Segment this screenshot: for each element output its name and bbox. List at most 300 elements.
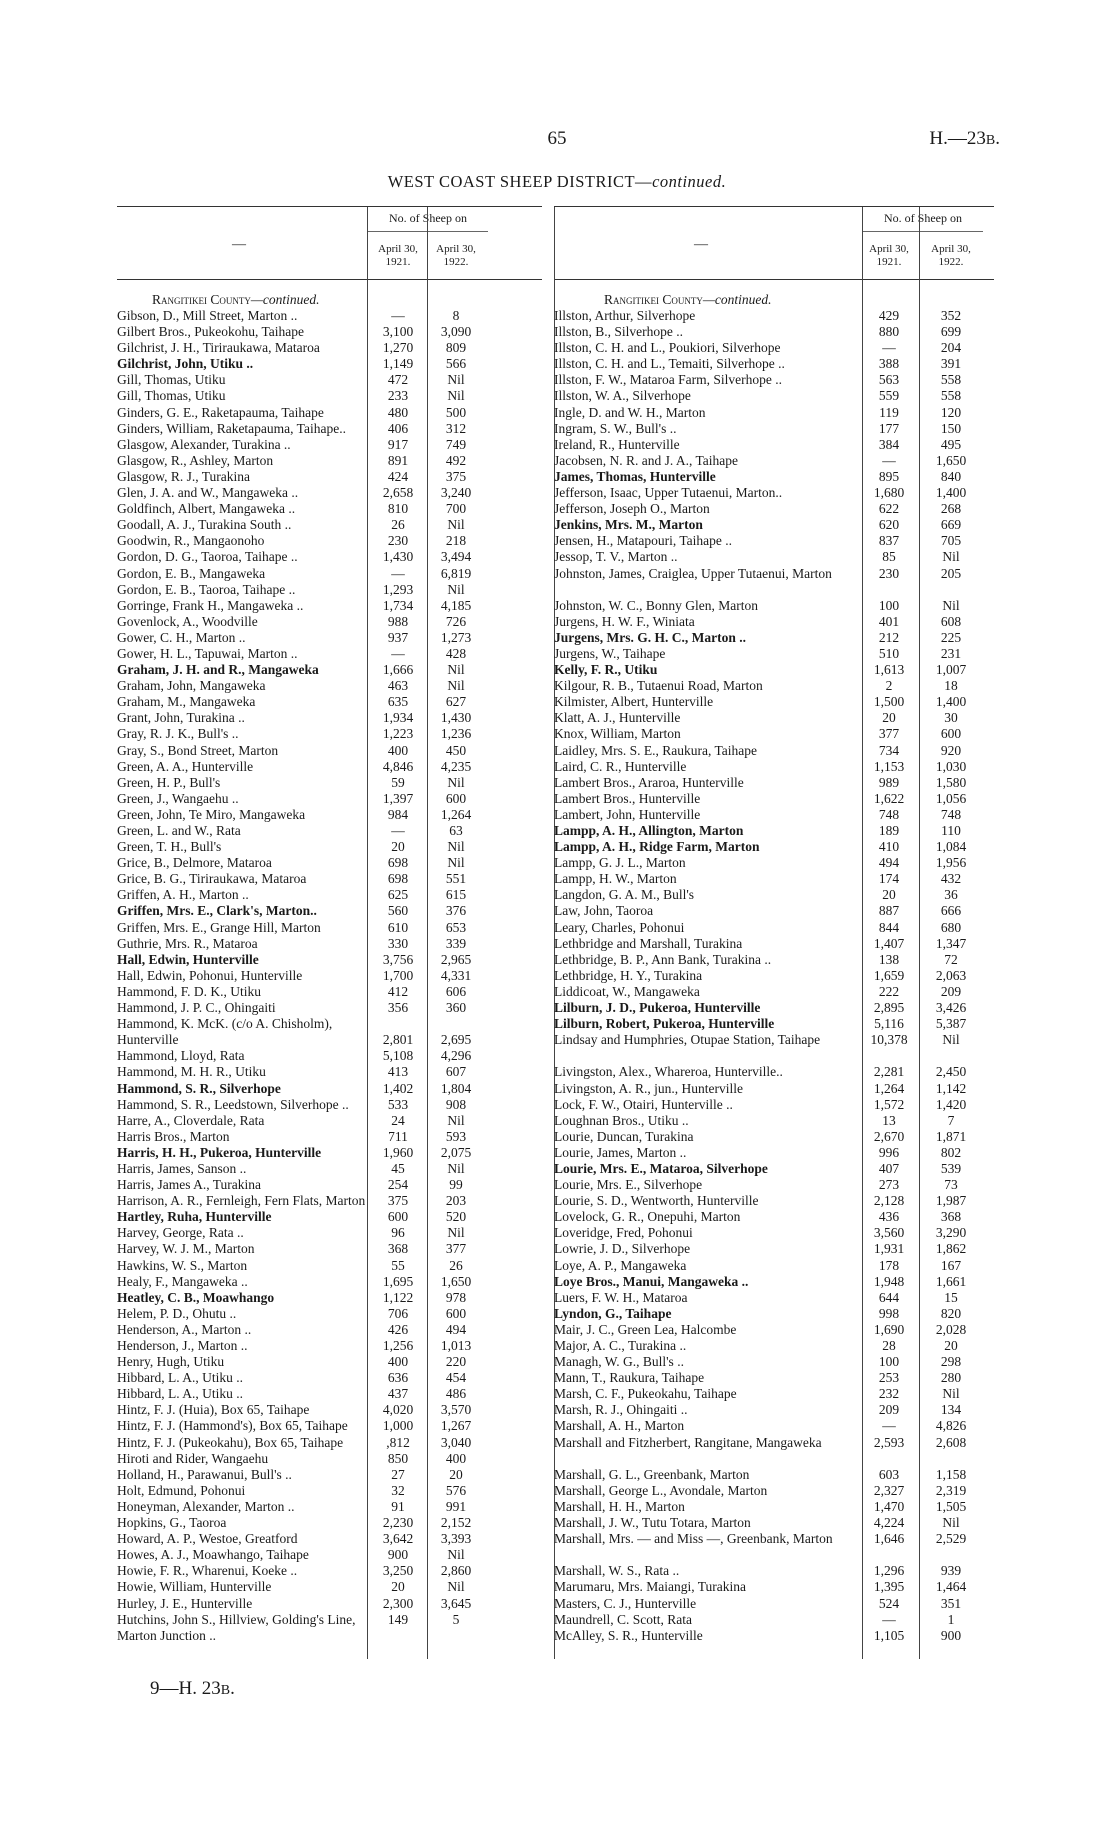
sheep-count-1921: 388 <box>878 356 900 372</box>
table-row <box>117 1290 542 1306</box>
sheep-count-1921: 1,572 <box>873 1096 905 1112</box>
sheep-count-1922: 376 <box>445 903 467 919</box>
table-row <box>554 1499 994 1515</box>
sheep-count-1921: 887 <box>878 903 900 919</box>
owner-name: Holt, Edmund, Pohonui <box>117 1482 246 1498</box>
owner-name: Gill, Thomas, Utiku <box>117 388 226 404</box>
sheep-count-1921: 1,402 <box>382 1080 414 1096</box>
sheep-count-1921: 3,560 <box>873 1225 905 1241</box>
owner-name: Hartley, Ruha, Hunterville <box>117 1209 272 1225</box>
sheep-count-1922: 280 <box>940 1370 962 1386</box>
sheep-count-1922: Nil <box>447 839 465 855</box>
sheep-count-1922: 627 <box>445 694 467 710</box>
owner-name: Masters, C. J., Hunterville <box>554 1595 697 1611</box>
table-row <box>554 1016 994 1032</box>
sheep-count-1922: 1,464 <box>935 1579 967 1595</box>
table-row <box>117 517 542 533</box>
sheep-count-1921: 635 <box>387 694 409 710</box>
owner-name: Henry, Hugh, Utiku <box>117 1354 225 1370</box>
table-row <box>117 1209 542 1225</box>
table-row <box>554 1579 994 1595</box>
sheep-count-1921: 625 <box>387 887 409 903</box>
sheep-count-1922: Nil <box>447 678 465 694</box>
table-row <box>117 1145 542 1161</box>
sheep-count-1921: 96 <box>391 1225 405 1241</box>
sheep-count-1921: ,812 <box>386 1434 410 1450</box>
owner-name: Hintz, F. J. (Pukeokahu), Box 65, Taihape <box>117 1434 344 1450</box>
footer-main: 9—H. 23 <box>150 1678 221 1699</box>
table-row <box>554 887 994 903</box>
owner-name: Hammond, Lloyd, Rata <box>117 1048 245 1064</box>
sheep-count-1921: 100 <box>878 597 900 613</box>
sheep-count-1921: 85 <box>882 549 896 565</box>
sheep-count-1922: 2,319 <box>935 1482 967 1498</box>
table-row <box>117 405 542 421</box>
owner-name: Marsh, R. J., Ohingaiti .. <box>554 1402 688 1418</box>
table-row <box>554 1274 994 1290</box>
owner-name: Harris, James A., Turakina <box>117 1177 261 1193</box>
sheep-count-1921: 706 <box>387 1305 409 1321</box>
table-row <box>117 1418 542 1434</box>
owner-name: Hammond, S. R., Silverhope <box>117 1080 281 1096</box>
owner-name: Illston, F. W., Mataroa Farm, Silverhope .. <box>554 372 783 388</box>
table-row <box>554 1515 994 1531</box>
footer-small: B <box>220 1683 231 1698</box>
sheep-count-1921: 232 <box>878 1386 900 1402</box>
owner-name: Gilbert Bros., Pukeokohu, Taihape <box>117 324 305 340</box>
table-row <box>117 324 542 340</box>
sheep-count-1921: 5,116 <box>874 1016 904 1032</box>
sheep-count-1922: 2,608 <box>935 1434 967 1450</box>
sheep-count-1922: 3,494 <box>440 549 472 565</box>
table-row <box>554 324 994 340</box>
sheep-count-1922: 820 <box>940 1305 962 1321</box>
owner-name: Laird, C. R., Hunterville <box>554 758 687 774</box>
owner-name: Hopkins, G., Taoroa <box>117 1515 227 1531</box>
section-continued: —continued. <box>250 292 320 307</box>
owner-name: Grice, B., Delmore, Mataroa <box>117 855 272 871</box>
table-row <box>554 421 994 437</box>
table-row <box>117 920 542 936</box>
sheep-count-1922: 1,084 <box>935 839 967 855</box>
table-row <box>117 968 542 984</box>
sheep-count-1922: 3,040 <box>440 1434 472 1450</box>
header-col1-line2: 1921. <box>876 256 902 268</box>
table-row <box>554 1306 994 1322</box>
sheep-count-1921: 149 <box>387 1611 409 1627</box>
owner-name: Klatt, A. J., Hunterville <box>554 710 681 726</box>
owner-name: Marshall, W. S., Rata .. <box>554 1563 680 1579</box>
owner-name: Marshall, J. W., Tutu Totara, Marton <box>554 1515 751 1531</box>
sheep-count-1921: 510 <box>878 645 900 661</box>
owner-name: McAlley, S. R., Hunterville <box>554 1627 703 1643</box>
header-col2-line1: April 30, <box>931 243 971 255</box>
table-row <box>554 920 994 936</box>
left-rows <box>117 308 542 1644</box>
table-row <box>117 1547 542 1563</box>
right-column <box>554 206 994 1656</box>
doc-ref-end: . <box>995 128 1000 149</box>
sheep-count-1922: 6,819 <box>440 565 472 581</box>
sheep-count-1922: 615 <box>445 887 467 903</box>
table-row <box>554 1225 994 1241</box>
table-row <box>554 1596 994 1612</box>
sheep-count-1921: 412 <box>387 983 409 999</box>
sheep-count-1922: Nil <box>942 1032 960 1048</box>
header-col2 <box>926 243 976 269</box>
owner-name: Howes, A. J., Moawhango, Taihape <box>117 1547 309 1563</box>
sheep-count-1922: 520 <box>445 1209 467 1225</box>
header-rule <box>863 231 983 232</box>
sheep-count-1922: 978 <box>445 1289 467 1305</box>
sheep-count-1921: 410 <box>878 839 900 855</box>
owner-name: Illston, W. A., Silverhope <box>554 388 691 404</box>
sheep-count-1922: 3,645 <box>440 1595 472 1611</box>
sheep-count-1921: 26 <box>391 517 405 533</box>
owner-name: Kilmister, Albert, Hunterville <box>554 694 714 710</box>
table-row <box>117 839 542 855</box>
table-row <box>117 598 542 614</box>
table-row <box>117 1097 542 1113</box>
right-table-header <box>554 206 994 280</box>
owner-name: Glasgow, Alexander, Turakina .. <box>117 436 291 452</box>
owner-name: Lampp, A. H., Ridge Farm, Marton <box>554 839 760 855</box>
sheep-count-1921: — <box>882 452 896 468</box>
sheep-count-1921: 472 <box>387 372 409 388</box>
table-row <box>554 936 994 952</box>
table-row <box>117 1129 542 1145</box>
sheep-count-1922: 558 <box>940 388 962 404</box>
owner-name: Lourie, Duncan, Turakina <box>554 1128 694 1144</box>
table-row <box>117 453 542 469</box>
table-row <box>117 1322 542 1338</box>
sheep-count-1922: 7 <box>947 1112 955 1128</box>
sheep-count-1922: 428 <box>445 645 467 661</box>
sheep-count-1922: 666 <box>940 903 962 919</box>
owner-name: Hutchins, John S., Hillview, Golding's Line, Marton Junction .. <box>117 1611 356 1643</box>
table-row <box>117 1612 542 1644</box>
owner-name: Lourie, Mrs. E., Mataroa, Silverhope <box>554 1160 768 1176</box>
table-row <box>554 1386 994 1402</box>
sheep-count-1921: 636 <box>387 1370 409 1386</box>
sheep-count-1922: 680 <box>940 919 962 935</box>
owner-name: Lovelock, G. R., Onepuhi, Marton <box>554 1209 741 1225</box>
sheep-count-1922: Nil <box>447 1160 465 1176</box>
table-row <box>117 710 542 726</box>
sheep-count-1921: 20 <box>882 887 896 903</box>
sheep-count-1922: 700 <box>445 501 467 517</box>
sheep-count-1922: 20 <box>944 1338 958 1353</box>
sheep-count-1922: 3,570 <box>440 1402 472 1418</box>
owner-name: Hintz, F. J. (Huia), Box 65, Taihape <box>117 1402 310 1418</box>
section-heading <box>152 292 320 308</box>
owner-name: Loye Bros., Manui, Mangaweka .. <box>554 1273 749 1289</box>
sheep-count-1921: 230 <box>878 565 900 581</box>
table-row <box>554 726 994 742</box>
table-row <box>117 678 542 694</box>
owner-name: Lourie, Mrs. E., Silverhope <box>554 1177 703 1193</box>
table-row <box>554 340 994 356</box>
table-row <box>117 1402 542 1418</box>
sheep-count-1922: 1,007 <box>935 662 967 678</box>
table-row <box>554 839 994 855</box>
table-row <box>554 1531 994 1563</box>
owner-name: Leary, Charles, Pohonui <box>554 919 685 935</box>
sheep-count-1922: 566 <box>445 356 467 372</box>
sheep-count-1922: 539 <box>940 1160 962 1176</box>
owner-name: Lindsay and Humphries, Otupae Station, Taihape <box>554 1032 821 1048</box>
sheep-count-1922: 486 <box>445 1386 467 1402</box>
owner-name: Luers, F. W. H., Mataroa <box>554 1289 688 1305</box>
owner-name: Green, John, Te Miro, Mangaweka <box>117 806 306 822</box>
owner-name: Gorringe, Frank H., Mangaweka .. <box>117 597 304 613</box>
owner-name: Gower, H. L., Tapuwai, Marton .. <box>117 645 298 661</box>
owner-name: Lethbridge, H. Y., Turakina <box>554 967 703 983</box>
owner-name: Goldfinch, Albert, Mangaweka .. <box>117 501 296 517</box>
left-column <box>117 206 542 1656</box>
sheep-count-1921: 1,397 <box>382 790 414 806</box>
owner-name: Jessop, T. V., Marton .. <box>554 549 678 565</box>
title-continued: continued. <box>652 172 727 191</box>
sheep-count-1921: 1,293 <box>382 581 414 597</box>
table-row <box>117 903 542 919</box>
sheep-count-1921: 426 <box>387 1321 409 1337</box>
sheep-count-1921: 4,224 <box>873 1515 905 1531</box>
sheep-count-1922: 20 <box>449 1466 463 1482</box>
sheep-count-1922: Nil <box>447 662 465 678</box>
owner-name: Helem, P. D., Ohutu .. <box>117 1305 237 1321</box>
sheep-count-1922: 167 <box>940 1257 962 1273</box>
sheep-count-1921: 850 <box>387 1450 409 1466</box>
owner-name: Maundrell, C. Scott, Rata <box>554 1611 692 1627</box>
page-title <box>0 172 1114 192</box>
sheep-count-1921: 1,149 <box>382 356 414 372</box>
sheep-count-1922: 375 <box>445 468 467 484</box>
table-row <box>554 1322 994 1338</box>
sheep-count-1921: 1,500 <box>873 694 905 710</box>
sheep-count-1922: 1,267 <box>440 1418 472 1434</box>
sheep-count-1921: 212 <box>878 629 900 645</box>
table-row <box>117 1596 542 1612</box>
owner-name: Ginders, G. E., Raketapauma, Taihape <box>117 404 324 420</box>
header-col2 <box>431 243 481 269</box>
table-row <box>554 678 994 694</box>
owner-name: Howie, William, Hunterville <box>117 1579 272 1595</box>
owner-name: Glasgow, R., Ashley, Marton <box>117 452 274 468</box>
owner-name: Harris Bros., Marton <box>117 1128 230 1144</box>
table-row <box>554 791 994 807</box>
sheep-count-1922: 1,056 <box>935 790 967 806</box>
sheep-count-1922: Nil <box>447 581 465 597</box>
owner-name: Hammond, F. D. K., Utiku <box>117 983 262 999</box>
owner-name: Illston, C. H. and L., Poukiori, Silverhope <box>554 340 781 356</box>
sheep-count-1922: 1,661 <box>935 1273 967 1289</box>
owner-name: Gordon, E. B., Taoroa, Taihape .. <box>117 581 296 597</box>
sheep-count-1921: 1,613 <box>873 662 905 678</box>
sheep-count-1921: 384 <box>878 436 900 452</box>
table-row <box>117 952 542 968</box>
sheep-count-1922: 352 <box>940 308 962 323</box>
sheep-count-1921: 400 <box>387 742 409 758</box>
table-row <box>117 1274 542 1290</box>
table-row <box>117 421 542 437</box>
owner-name: Gray, S., Bond Street, Marton <box>117 742 279 758</box>
table-row <box>554 1612 994 1628</box>
sheep-count-1922: 1,142 <box>935 1080 967 1096</box>
sheep-count-1922: 1,273 <box>440 629 472 645</box>
owner-name: Marshall, George L., Avondale, Marton <box>554 1482 768 1498</box>
sheep-count-1921: 2,670 <box>873 1128 905 1144</box>
owner-name: Goodall, A. J., Turakina South .. <box>117 517 292 533</box>
owner-name: Marshall, G. L., Greenbank, Marton <box>554 1466 750 1482</box>
table-row <box>554 485 994 501</box>
sheep-count-1921: 222 <box>878 983 900 999</box>
sheep-count-1921: 2,801 <box>382 1032 414 1048</box>
sheep-count-1922: 1,804 <box>440 1080 472 1096</box>
table-row <box>554 566 994 598</box>
sheep-count-1922: 500 <box>445 404 467 420</box>
owner-name: Laidley, Mrs. S. E., Raukura, Taihape <box>554 742 758 758</box>
sheep-count-1922: 2,450 <box>935 1064 967 1080</box>
sheep-count-1922: 1,347 <box>935 935 967 951</box>
owner-name: Jenkins, Mrs. M., Marton <box>554 517 703 533</box>
owner-name: Hawkins, W. S., Marton <box>117 1257 248 1273</box>
sheep-count-1922: 908 <box>445 1096 467 1112</box>
header-col1-line1: April 30, <box>869 243 909 255</box>
sheep-count-1921: 91 <box>391 1498 405 1514</box>
sheep-count-1922: 600 <box>445 790 467 806</box>
table-row <box>117 356 542 372</box>
owner-name: Marshall, H. H., Marton <box>554 1498 685 1514</box>
sheep-count-1922: 1,987 <box>935 1193 967 1209</box>
table-row <box>117 437 542 453</box>
sheep-count-1922: Nil <box>447 1547 465 1563</box>
table-row <box>117 1435 542 1451</box>
sheep-count-1921: 620 <box>878 517 900 533</box>
sheep-count-1922: 4,185 <box>440 597 472 613</box>
sheep-count-1921: 254 <box>387 1177 409 1193</box>
sheep-count-1921: 1,270 <box>382 340 414 356</box>
owner-name: Holland, H., Parawanui, Bull's .. <box>117 1466 292 1482</box>
sheep-count-1922: Nil <box>942 1515 960 1531</box>
sheep-count-1922: 298 <box>940 1354 962 1370</box>
sheep-count-1921: 4,846 <box>382 758 414 774</box>
sheep-count-1922: Nil <box>447 774 465 790</box>
sheep-count-1922: Nil <box>942 549 960 565</box>
owner-name: Jurgens, Mrs. G. H. C., Marton .. <box>554 629 746 645</box>
owner-name: Ginders, William, Raketapauma, Taihape.. <box>117 420 346 436</box>
sheep-count-1921: 560 <box>387 903 409 919</box>
sheep-count-1922: 551 <box>445 871 467 887</box>
sheep-count-1921: 748 <box>878 806 900 822</box>
table-row <box>117 1467 542 1483</box>
table-row <box>554 1177 994 1193</box>
sheep-count-1922: Nil <box>447 517 465 533</box>
owner-name: Marshall and Fitzherbert, Rangitane, Mangaweka <box>554 1434 822 1450</box>
sheep-count-1922: 748 <box>940 806 962 822</box>
table-row <box>554 614 994 630</box>
sheep-count-1922: 939 <box>940 1563 962 1579</box>
table-row <box>554 388 994 404</box>
sheep-count-1921: 524 <box>878 1595 900 1611</box>
table-row <box>117 1563 542 1579</box>
owner-name: Gilchrist, John, Utiku .. <box>117 356 254 372</box>
sheep-count-1921: — <box>391 565 405 581</box>
owner-name: Lyndon, G., Taihape <box>554 1305 672 1321</box>
sheep-count-1922: 5,387 <box>935 1016 967 1032</box>
sheep-count-1922: 63 <box>449 823 463 838</box>
owner-name: Johnston, James, Craiglea, Upper Tutaenui, Marton <box>554 565 832 581</box>
sheep-count-1921: 437 <box>387 1386 409 1402</box>
owner-name: Jurgens, W., Taihape <box>554 645 666 661</box>
sheep-count-1922: 705 <box>940 533 962 549</box>
table-row <box>554 1209 994 1225</box>
table-row <box>117 855 542 871</box>
table-row <box>554 517 994 533</box>
sheep-count-1922: 1,650 <box>440 1273 472 1289</box>
sheep-count-1921: 998 <box>878 1305 900 1321</box>
sheep-count-1922: 558 <box>940 372 962 388</box>
sheep-count-1921: 463 <box>387 678 409 694</box>
table-row <box>554 356 994 372</box>
owner-name: Govenlock, A., Woodville <box>117 613 258 629</box>
sheep-count-1921: 1,646 <box>873 1531 905 1547</box>
table-row <box>117 823 542 839</box>
header-col1-line2: 1921. <box>385 256 411 268</box>
sheep-count-1922: 726 <box>445 613 467 629</box>
sheep-count-1922: Nil <box>447 855 465 871</box>
sheep-count-1921: 891 <box>387 452 409 468</box>
table-row <box>117 1081 542 1097</box>
sheep-count-1921: 177 <box>878 420 900 436</box>
table-row <box>117 759 542 775</box>
table-row <box>554 1563 994 1579</box>
sheep-count-1922: 1,236 <box>440 726 472 742</box>
sheep-count-1922: 1,650 <box>935 452 967 468</box>
table-row <box>117 485 542 501</box>
sheep-count-1922: Nil <box>447 1579 465 1595</box>
table-row <box>117 646 542 662</box>
sheep-count-1922: 1,871 <box>935 1128 967 1144</box>
sheep-count-1922: Nil <box>447 1225 465 1241</box>
table-row <box>554 1097 994 1113</box>
table-row <box>554 775 994 791</box>
sheep-count-1922: 900 <box>940 1627 962 1643</box>
owner-name: Hammond, M. H. R., Utiku <box>117 1064 266 1080</box>
doc-ref-small: B <box>985 133 996 148</box>
sheep-count-1921: 610 <box>387 919 409 935</box>
owner-name: Howie, F. R., Wharenui, Koeke .. <box>117 1563 298 1579</box>
table-row <box>554 1000 994 1016</box>
section-heading <box>604 292 772 308</box>
sheep-count-1922: 26 <box>449 1257 463 1273</box>
table-row <box>554 710 994 726</box>
table-row <box>554 1338 994 1354</box>
sheep-count-1922: 36 <box>944 887 958 903</box>
owner-name: Jurgens, H. W. F., Winiata <box>554 613 695 629</box>
sheep-count-1922: 1 <box>947 1611 955 1627</box>
sheep-count-1922: 110 <box>941 823 961 838</box>
owner-name: Lourie, James, Marton .. <box>554 1144 687 1160</box>
sheep-count-1922: 495 <box>940 436 962 452</box>
owner-name: Illston, B., Silverhope .. <box>554 324 683 340</box>
owner-name: Kelly, F. R., Utiku <box>554 662 658 678</box>
table-row <box>117 662 542 678</box>
sheep-count-1921: 230 <box>387 533 409 549</box>
sheep-count-1921: 3,756 <box>382 951 414 967</box>
table-row <box>554 1032 994 1064</box>
table-row <box>554 469 994 485</box>
